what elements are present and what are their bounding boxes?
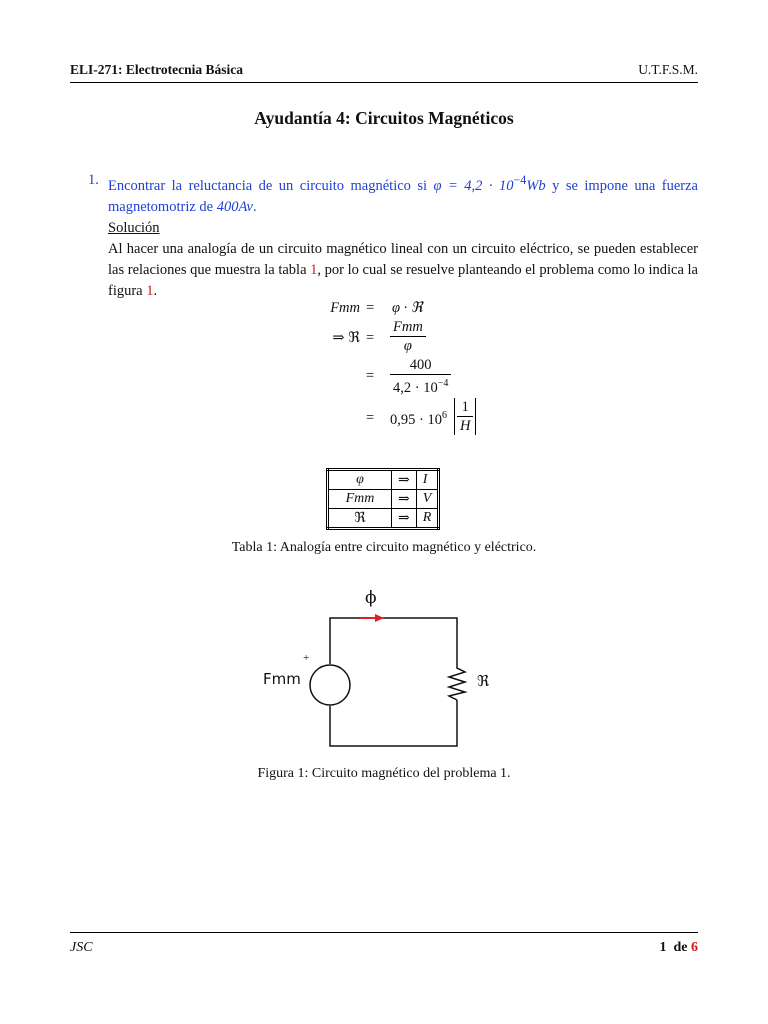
table-cell: ⇒ <box>392 470 417 490</box>
eq4-exp: 6 <box>441 410 447 421</box>
source-label: Fmm <box>263 670 301 688</box>
table-cell: ⇒ <box>392 490 417 509</box>
eq2-equals: = <box>366 330 375 346</box>
solution-text-a: Al hacer una analogía de un circuito magnético lineal con un circuito eléctrico, se pueden establecer las relaciones que muestra la tabla <box>108 240 698 278</box>
eq4-base-text: 0,95 · 10 <box>390 411 442 428</box>
solution-label: Solución <box>108 219 160 236</box>
statement-exp: −4 <box>513 173 527 187</box>
eq1-lhs: Fmm <box>330 300 360 316</box>
eq4-num: 1 <box>457 398 473 417</box>
solution-text-end: . <box>153 282 158 299</box>
figure-ref-link[interactable]: 1 <box>146 282 154 299</box>
flux-label: ϕ <box>365 588 377 608</box>
flux-arrow-icon <box>360 614 384 622</box>
figure-caption: Figura 1: Circuito magnético del problema 1. <box>257 766 511 781</box>
footer-author: JSC <box>70 940 93 955</box>
eq3-equals: = <box>366 368 375 384</box>
solution-text-b: , por lo cual se resuelve planteando el problema como lo indica la figura <box>108 261 698 299</box>
statement-phi: φ = 4,2 · 10 <box>433 177 514 194</box>
page-current: 1 <box>659 940 667 955</box>
eq1-rhs: φ · ℜ <box>392 300 423 316</box>
eq3-den-base: 4,2 · 10 <box>393 379 438 396</box>
table-cell: ℜ <box>328 509 392 529</box>
statement-text-b: y se impone una fuerza magnetomotriz de <box>108 177 698 215</box>
problem-number: 1. <box>88 172 99 188</box>
table-cell: I <box>416 470 439 490</box>
reluctance-label: ℜ <box>477 674 490 690</box>
mmf-source-icon <box>310 665 350 705</box>
statement-text-a: Encontrar la reluctancia de un circuito magnético si <box>108 177 434 194</box>
table-caption: Tabla 1: Analogía entre circuito magnético y eléctrico. <box>231 540 537 555</box>
header-institution: U.T.F.S.M. <box>638 62 698 77</box>
page-title: Ayudantía 4: Circuitos Magnéticos <box>254 108 514 128</box>
table-cell: ⇒ <box>392 509 417 529</box>
eq3-num: 400 <box>390 356 451 375</box>
eq4-equals: = <box>366 410 375 426</box>
statement-end: . <box>252 198 257 215</box>
table-cell: V <box>416 490 439 509</box>
statement-unit: Wb <box>526 177 546 194</box>
eq2-den: φ <box>403 338 412 354</box>
eq3-den-exp: −4 <box>437 378 449 389</box>
eq4-den: H <box>460 418 471 434</box>
page-of: de <box>673 940 688 955</box>
table-cell: Fmm <box>328 490 392 509</box>
page-total: 6 <box>691 940 698 955</box>
table-ref-link[interactable]: 1 <box>310 261 318 278</box>
resistor-icon <box>449 664 465 700</box>
circuit-wire-top <box>330 618 457 664</box>
eq1-equals: = <box>366 300 375 316</box>
polarity-plus: + <box>303 652 310 664</box>
table-cell: φ <box>328 470 392 490</box>
table-cell: R <box>416 509 439 529</box>
footer-rule <box>70 932 698 933</box>
header-course: ELI-271: Electrotecnia Básica <box>70 62 243 77</box>
statement-value: 400Av <box>216 198 253 215</box>
eq2-num: Fmm <box>390 318 426 337</box>
eq2-lhs: ⇒ ℜ <box>332 330 360 346</box>
circuit-wire-bottom <box>330 700 457 746</box>
page-number <box>660 940 699 956</box>
